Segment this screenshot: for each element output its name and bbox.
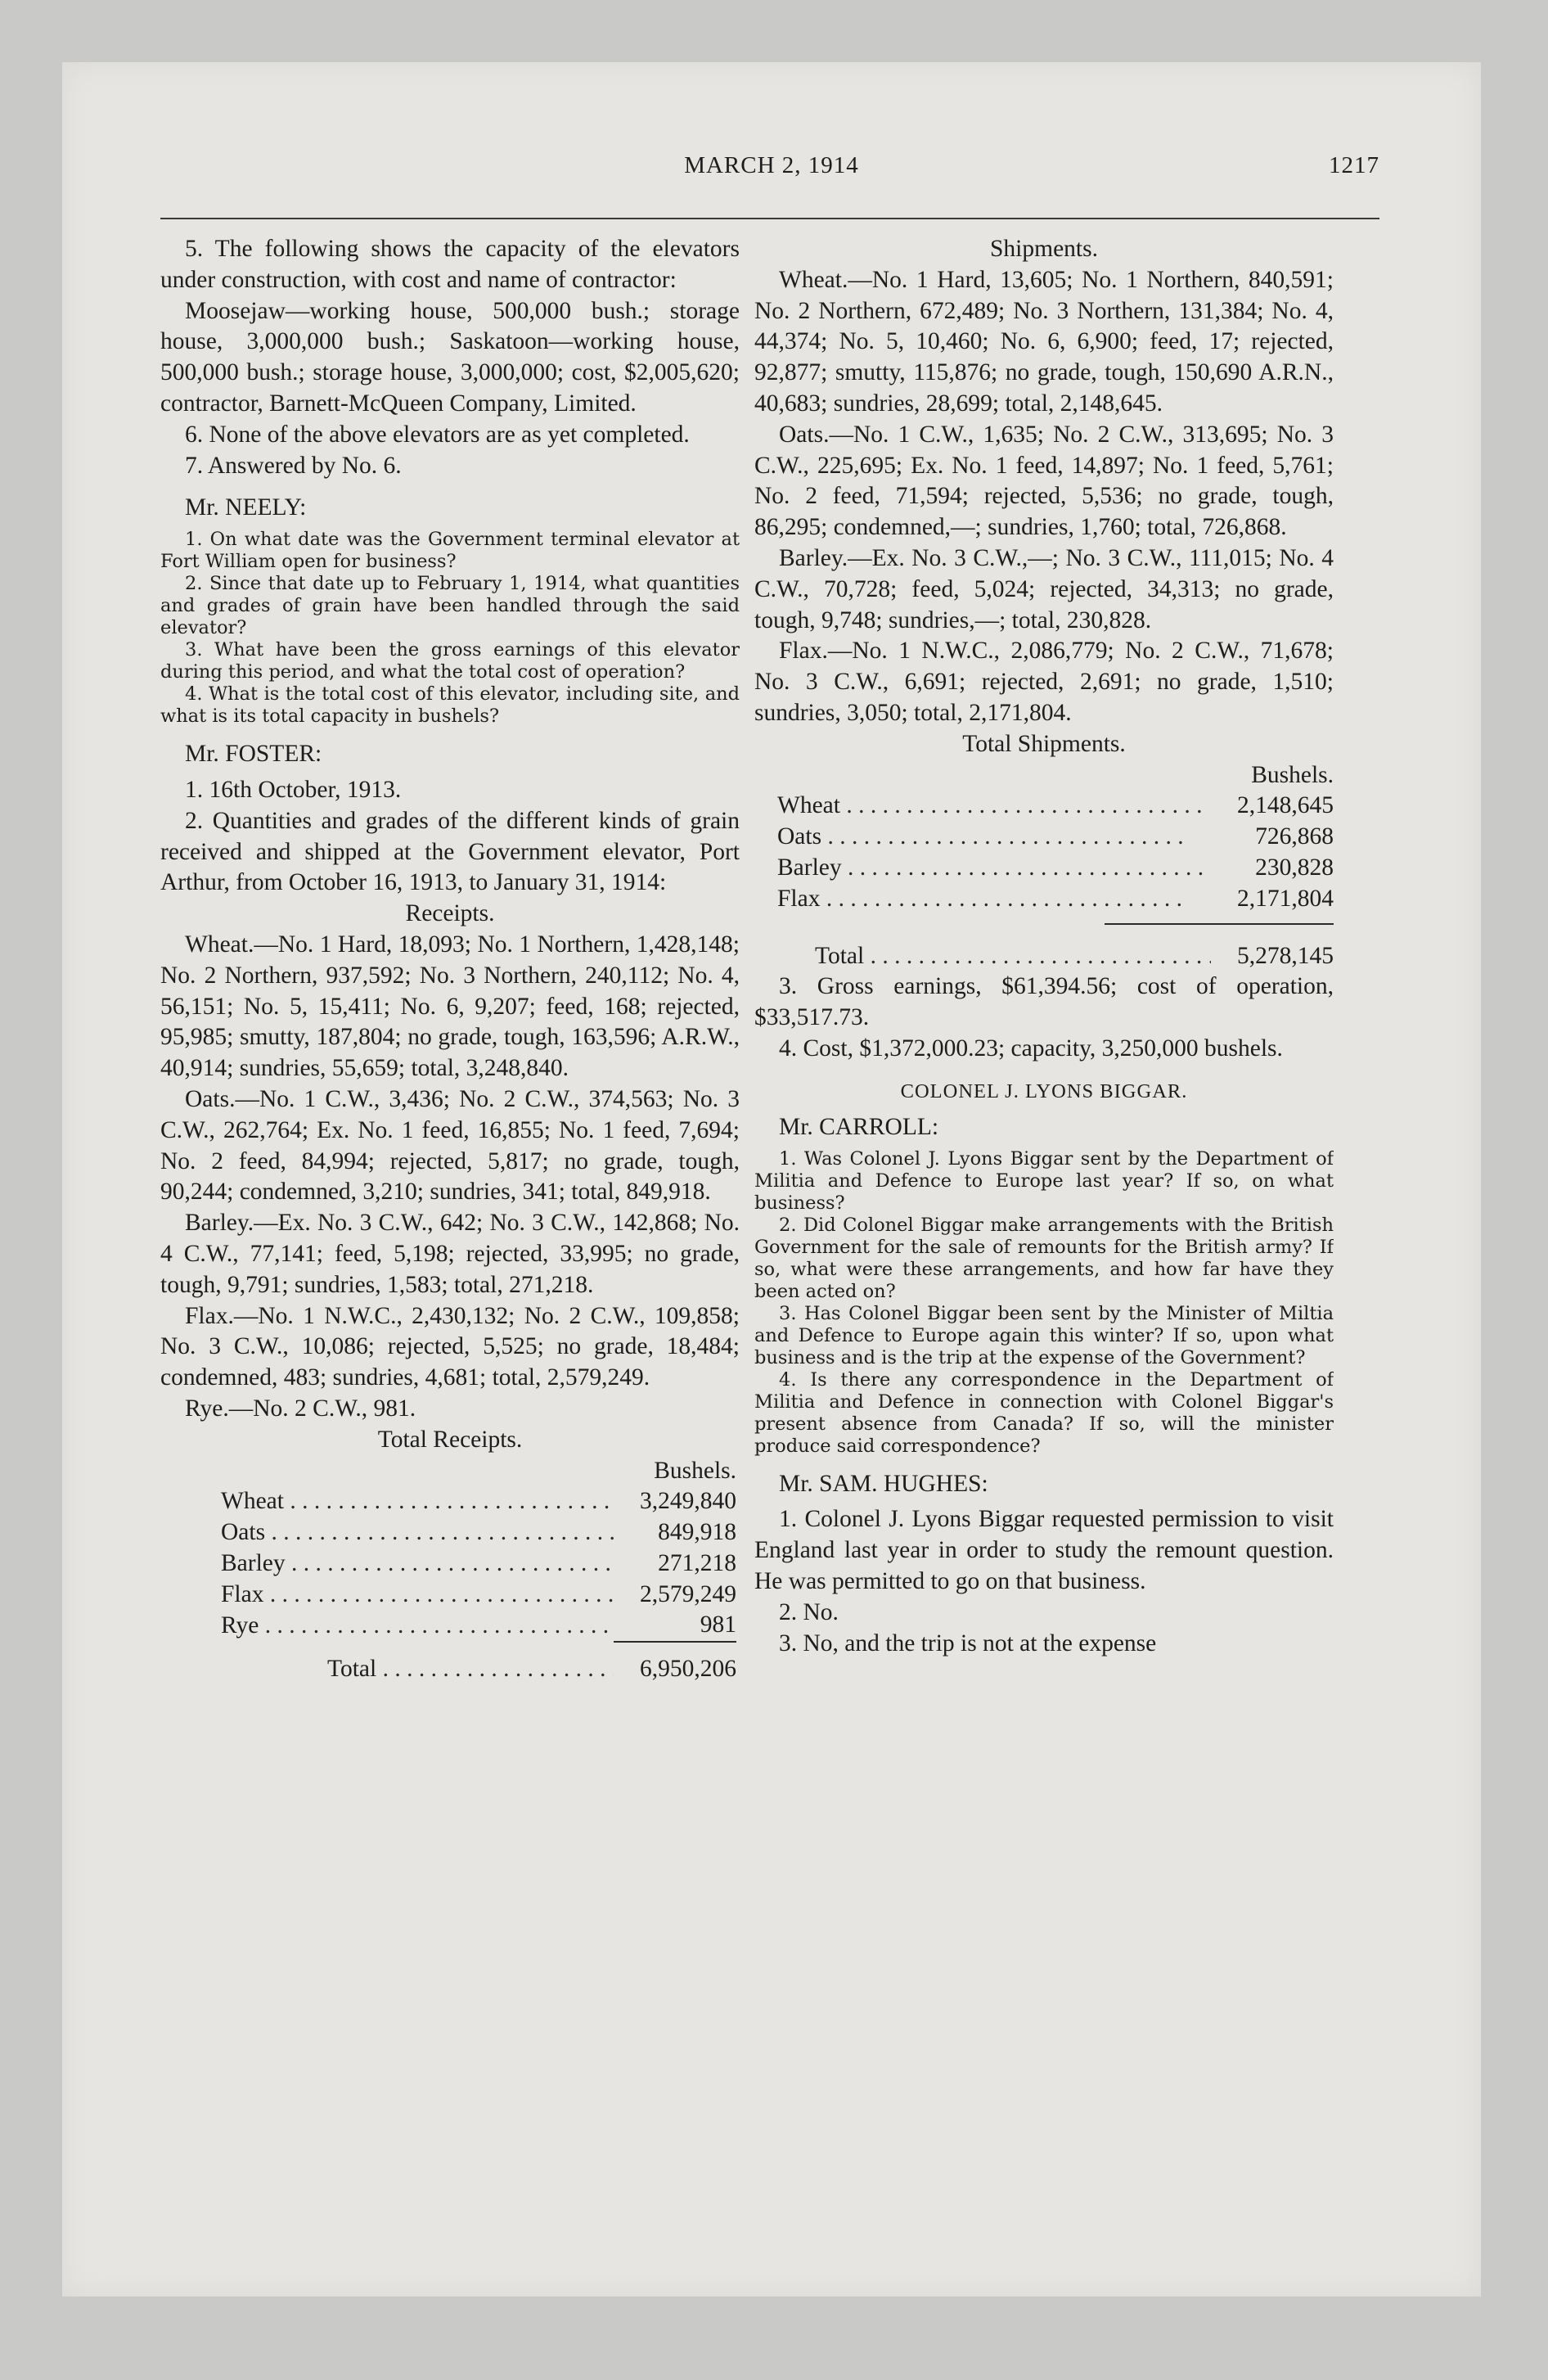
table-row (221, 1580, 736, 1611)
row-label: Barley (777, 854, 842, 881)
total-label: Total (327, 1655, 377, 1682)
carroll-question-1: 1. Was Colonel J. Lyons Biggar sent by the Department of Militia and Defence to Europe last year? If so, on what business? (754, 1147, 1334, 1214)
row-label: Barley (221, 1549, 286, 1576)
table-row (777, 853, 1334, 884)
question-1: 1. On what date was the Government terminal elevator at Fort William open for business? (160, 529, 740, 573)
receipts-wheat: Wheat.—No. 1 Hard, 18,093; No. 1 Northern, 1,428,148; No. 2 Northern, 937,592; No. 3 Northern, 240,112; No. 4, 56,151; No. 5, 15,411; No. 6, 9,207; feed, 168; rejected, 95,985; smutty, 187,804; no grade, tough, 163,596; A.R.W., 40,914; sundries, 55,659; total, 3,248,840. (160, 931, 740, 1082)
foster-answer-3: 3. Gross earnings, $61,394.56; cost of operation, $33,517.73. (754, 973, 1334, 1031)
shipments-heading: Shipments. (990, 236, 1098, 262)
document-page (62, 62, 1481, 2297)
receipts-flax: Flax.—No. 1 N.W.C., 2,430,132; No. 2 C.W., 109,858; No. 3 C.W., 10,086; rejected, 5,525; no grade, 18,484; condemned, 483; sundries, 4,681; total, 2,579,249. (160, 1302, 740, 1391)
speaker-foster: Mr. FOSTER: (185, 741, 322, 768)
row-label: Flax (777, 885, 821, 912)
row-value: 726,868 (1255, 823, 1334, 850)
receipts-barley: Barley.—Ex. No. 3 C.W., 642; No. 3 C.W., 142,868; No. 4 C.W., 77,141; feed, 5,198; rejected, 33,995; no grade, tough, 9,791; sundries, 1,583; total, 271,218. (160, 1210, 740, 1298)
shipments-barley: Barley.—Ex. No. 3 C.W.,—; No. 3 C.W., 111,015; No. 4 C.W., 70,728; feed, 5,024; rejected, 34,313; no grade, tough, 9,748; sundries,—; total, 230,828. (754, 544, 1334, 633)
right-column (754, 234, 1334, 1659)
receipts-oats: Oats.—No. 1 C.W., 3,436; No. 2 C.W., 374,563; No. 3 C.W., 262,764; Ex. No. 1 feed, 16,855; No. 1 feed, 7,694; No. 2 feed, 84,994; rejected, 5,817; no grade, tough, 90,244; condemned, 3,210; sundries, 341; total, 849,918. (160, 1085, 740, 1206)
question-4: 4. What is the total cost of this elevator, including site, and what is its total capacity in bushels? (160, 683, 740, 728)
answer-5: 5. The following shows the capacity of the elevators under construction, with cost and name of contractor: (160, 236, 740, 293)
section-title: COLONEL J. LYONS BIGGAR. (900, 1080, 1188, 1102)
carroll-question-4: 4. Is there any correspondence in the Department of Militia and Defence in connection with Colonel Biggar's present absence from Canada? If so, will the minister produce said correspondence? (754, 1368, 1334, 1457)
elevator-capacity-paragraph: Moosejaw—working house, 500,000 bush.; storage house, 3,000,000 bush.; Saskatoon—working house, 500,000 bush.; storage house, 3,000,000; cost, $2,005,620; contractor, Barnett-McQueen Company, Limited. (160, 297, 740, 417)
table-row (777, 884, 1334, 915)
speaker-carroll: Mr. CARROLL: (779, 1113, 939, 1140)
bushels-heading: Bushels. (1251, 761, 1334, 788)
total-receipts-table (221, 1456, 736, 1686)
row-label: Rye (221, 1611, 259, 1639)
row-value: 2,148,645 (1237, 792, 1334, 819)
shipments-flax: Flax.—No. 1 N.W.C., 2,086,779; No. 2 C.W., 71,678; No. 3 C.W., 6,691; rejected, 2,691; no grade, 1,510; sundries, 3,050; total, 2,171,804. (754, 638, 1334, 726)
table-row (221, 1456, 736, 1487)
bushels-heading: Bushels. (654, 1457, 736, 1484)
total-value: 6,950,206 (640, 1656, 736, 1683)
receipts-heading: Receipts. (405, 900, 495, 927)
table-row (777, 925, 1334, 972)
question-2: 2. Since that date up to February 1, 1914, what quantities and grades of grain have been handled through the said elevator? (160, 573, 740, 639)
row-value: 271,218 (658, 1549, 736, 1576)
row-value: 981 (614, 1610, 736, 1642)
total-receipts-heading: Total Receipts. (377, 1426, 523, 1453)
row-value: 849,918 (658, 1519, 736, 1546)
row-value: 3,249,840 (640, 1488, 736, 1515)
table-row (221, 1642, 736, 1685)
hughes-answer-1: 1. Colonel J. Lyons Biggar requested permission to visit England last year in order to study the remount question. He was permitted to go on that business. (754, 1506, 1334, 1594)
shipments-wheat: Wheat.—No. 1 Hard, 13,605; No. 1 Northern, 840,591; No. 2 Northern, 672,489; No. 3 Northern, 131,384; No. 4, 44,374; No. 5, 10,460; No. 6, 6,900; feed, 17; rejected, 92,877; smutty, 115,876; no grade, tough, 150,690 A.R.N., 40,683; sundries, 28,699; total, 2,148,645. (754, 266, 1334, 417)
row-value: 2,171,804 (1237, 885, 1334, 912)
table-row (221, 1517, 736, 1548)
shipments-oats: Oats.—No. 1 C.W., 1,635; No. 2 C.W., 313,695; No. 3 C.W., 225,695; Ex. No. 1 feed, 14,897; No. 1 feed, 5,761; No. 2 feed, 71,594; rejected, 5,536; no grade, tough, 86,295; condemned,—; sundries, 1,760; total, 726,868. (754, 421, 1334, 541)
speaker-neely: Mr. NEELY: (185, 494, 307, 521)
answer-6: 6. None of the above elevators are as yet completed. (185, 421, 690, 448)
header-date: MARCH 2, 1914 (684, 152, 859, 178)
table-row (777, 760, 1334, 791)
hughes-answer-3: 3. No, and the trip is not at the expense (779, 1629, 1157, 1657)
foster-answer-2: 2. Quantities and grades of the different kinds of grain received and shipped at the Government elevator, Port Arthur, from October 16, 1913, to January 31, 1914: (160, 807, 740, 896)
foster-answer-4: 4. Cost, $1,372,000.23; capacity, 3,250,000 bushels. (779, 1034, 1283, 1062)
total-shipments-heading: Total Shipments. (962, 730, 1126, 757)
carroll-question-2: 2. Did Colonel Biggar make arrangements with the British Government for the sale of remounts for the British army? If so, what were these arrangements, and how far have they been acted on? (754, 1214, 1334, 1302)
total-label: Total (815, 942, 865, 969)
row-label: Wheat (777, 792, 840, 819)
table-row (777, 915, 1334, 925)
header-rule (160, 218, 1379, 219)
total-shipments-table (777, 760, 1334, 972)
page-number: 1217 (1329, 152, 1379, 178)
total-value: 5,278,145 (1237, 942, 1334, 969)
foster-answer-1: 1. 16th October, 1913. (185, 776, 402, 803)
table-row (221, 1486, 736, 1517)
row-label: Oats (221, 1519, 266, 1546)
table-row (777, 791, 1334, 822)
table-row (221, 1548, 736, 1580)
row-label: Wheat (221, 1488, 284, 1515)
speaker-hughes: Mr. SAM. HUGHES: (779, 1470, 988, 1497)
answer-7: 7. Answered by No. 6. (185, 452, 402, 479)
hughes-answer-2: 2. No. (779, 1598, 839, 1625)
row-value: 230,828 (1255, 854, 1334, 881)
receipts-rye: Rye.—No. 2 C.W., 981. (185, 1395, 416, 1422)
carroll-question-3: 3. Has Colonel Biggar been sent by the Minister of Miltia and Defence to Europe again this winter? If so, upon what business and is the trip at the expense of the Government? (754, 1302, 1334, 1368)
row-value: 2,579,249 (640, 1580, 736, 1607)
table-row (777, 822, 1334, 853)
table-row (221, 1610, 736, 1642)
question-3: 3. What have been the gross earnings of this elevator during this period, and what the total cost of operation? (160, 639, 740, 683)
row-label: Oats (777, 823, 822, 850)
left-column (160, 234, 740, 1685)
row-label: Flax (221, 1580, 264, 1607)
